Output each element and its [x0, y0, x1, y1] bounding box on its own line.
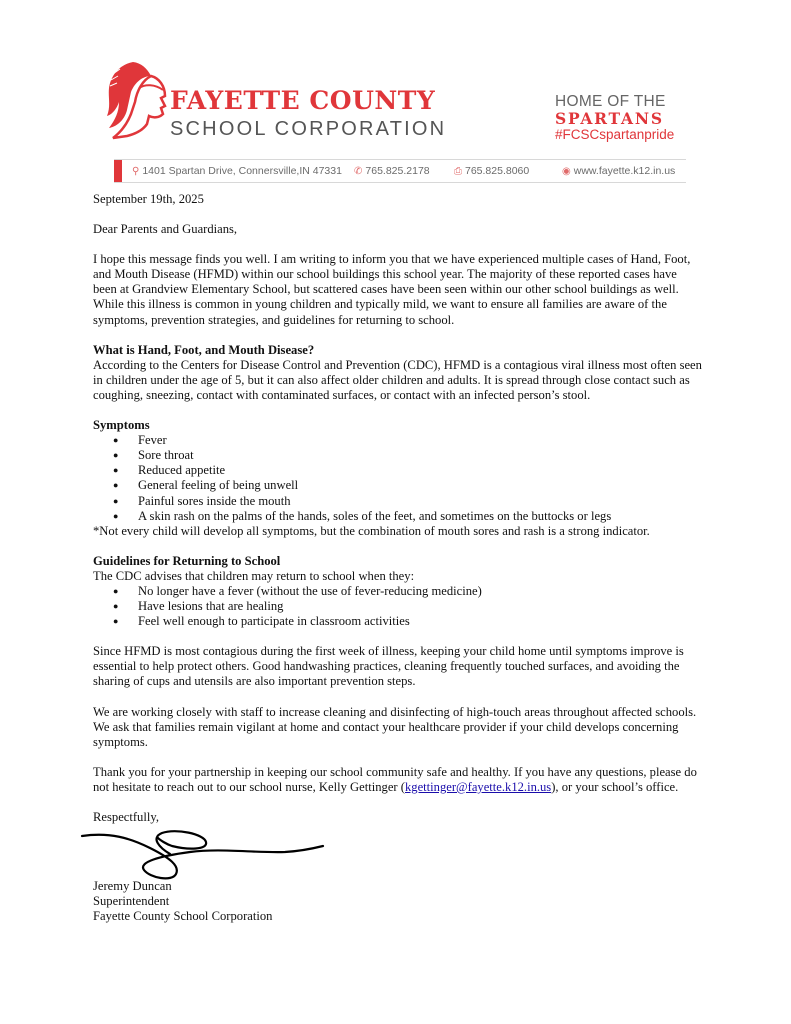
fax-icon: ⎙	[454, 166, 462, 177]
tagline	[555, 94, 695, 142]
prevention-paragraph: Since HFMD is most contagious during the first week of illness, keeping your child home until symptoms improve is essential to help protect others. Good handwashing practices, cleaning frequently touched surfaces, and avoiding the sharing of cups and utensils are also important prevention steps.	[93, 644, 684, 689]
contact-phone	[354, 165, 430, 177]
what-is-heading: What is Hand, Foot, and Mouth Disease?	[93, 342, 315, 357]
tagline-spartans: SPARTANS	[555, 108, 664, 128]
tagline-hashtag: #FCSCspartanpride	[555, 127, 675, 142]
website-text: www.fayette.k12.in.us	[573, 165, 676, 177]
map-pin-icon: ⚲	[132, 166, 140, 177]
address-text: 1401 Spartan Drive, Connersville,IN 47331	[142, 165, 342, 177]
contact-fax	[454, 165, 529, 177]
phone-text: 765.825.2178	[365, 165, 430, 177]
symptoms-heading: Symptoms	[93, 418, 150, 433]
tagline-home-of-the: HOME OF THE	[555, 93, 666, 110]
spartan-helmet-logo-icon	[103, 58, 175, 140]
signer-name: Jeremy Duncan	[93, 879, 172, 893]
list-item: ● Reduced appetite	[93, 463, 703, 478]
nurse-email-link[interactable]: kgettinger@fayette.k12.in.us	[404, 779, 552, 794]
letter-date: September 19th, 2025	[93, 192, 204, 206]
list-item: ● Fever	[93, 433, 703, 448]
signoff: Respectfully,	[93, 810, 159, 824]
signature-block	[93, 879, 272, 924]
signature	[80, 828, 325, 883]
guidelines-heading: Guidelines for Returning to School	[93, 553, 281, 568]
contact-bar	[114, 159, 686, 183]
globe-icon: ◉	[562, 166, 571, 177]
list-item: ● Sore throat	[93, 448, 703, 463]
closing-text-before: Thank you for your partnership in keeping our school community safe and healthy. If you have any questions, please do not hesitate to reach out to our school nurse, Kelly Gettinger (	[93, 764, 697, 794]
fax-text: 765.825.8060	[465, 165, 530, 177]
guidelines-intro: The CDC advises that children may return to school when they:	[93, 568, 415, 583]
guidelines-list	[93, 584, 703, 629]
letter-body	[93, 192, 703, 825]
signer-organization: Fayette County School Corporation	[93, 909, 273, 924]
closing-text-after: ), or your school’s office.	[551, 779, 679, 794]
list-item: ● No longer have a fever (without the use of fever-reducing medicine)	[93, 584, 703, 599]
list-item: ● Feel well enough to participate in classroom activities	[93, 614, 703, 629]
contact-website	[562, 165, 675, 177]
contact-address	[132, 165, 342, 177]
symptoms-list	[93, 433, 703, 524]
what-is-paragraph: According to the Centers for Disease Control and Prevention (CDC), HFMD is a contagious viral illness most often seen in children under the age of 5, but it can also affect older children and adults. It is spread through close contact such as coughing, sneezing, contact with contaminated surfaces, or contact with an infected person’s stool.	[93, 357, 702, 402]
cleaning-paragraph: We are working closely with staff to increase cleaning and disinfecting of high-touch areas throughout affected schools. We ask that families remain vigilant at home and contact your healthcare provider if your child develops concerning symptoms.	[93, 704, 697, 749]
list-item: ● Have lesions that are healing	[93, 599, 703, 614]
symptoms-note: *Not every child will develop all symptoms, but the combination of mouth sores and rash is a strong indicator.	[93, 523, 650, 538]
phone-icon: ✆	[354, 166, 363, 177]
contact-bar-accent	[114, 160, 122, 182]
salutation: Dear Parents and Guardians,	[93, 222, 238, 237]
closing-paragraph	[93, 765, 703, 795]
list-item: ● General feeling of being unwell	[93, 478, 703, 493]
signer-title: Superintendent	[93, 894, 170, 909]
brand-name: FAYETTE COUNTY	[170, 86, 436, 115]
brand-subtitle: SCHOOL CORPORATION	[170, 118, 447, 140]
list-item: ● Painful sores inside the mouth	[93, 494, 703, 509]
intro-paragraph: I hope this message finds you well. I am writing to inform you that we have experienced multiple cases of Hand, Foot, and Mouth Disease (HFMD) within our school buildings this school year. The majority of these reported cases have been at Grandview Elementary School, but scattered cases have been seen within our other school buildings as well. While this illness is common in young children and typically mild, we want to ensure all families are aware of the symptoms, prevention strategies, and guidelines for returning to school.	[93, 252, 691, 327]
list-item: ● A skin rash on the palms of the hands, soles of the feet, and sometimes on the buttocks or legs	[93, 509, 703, 524]
